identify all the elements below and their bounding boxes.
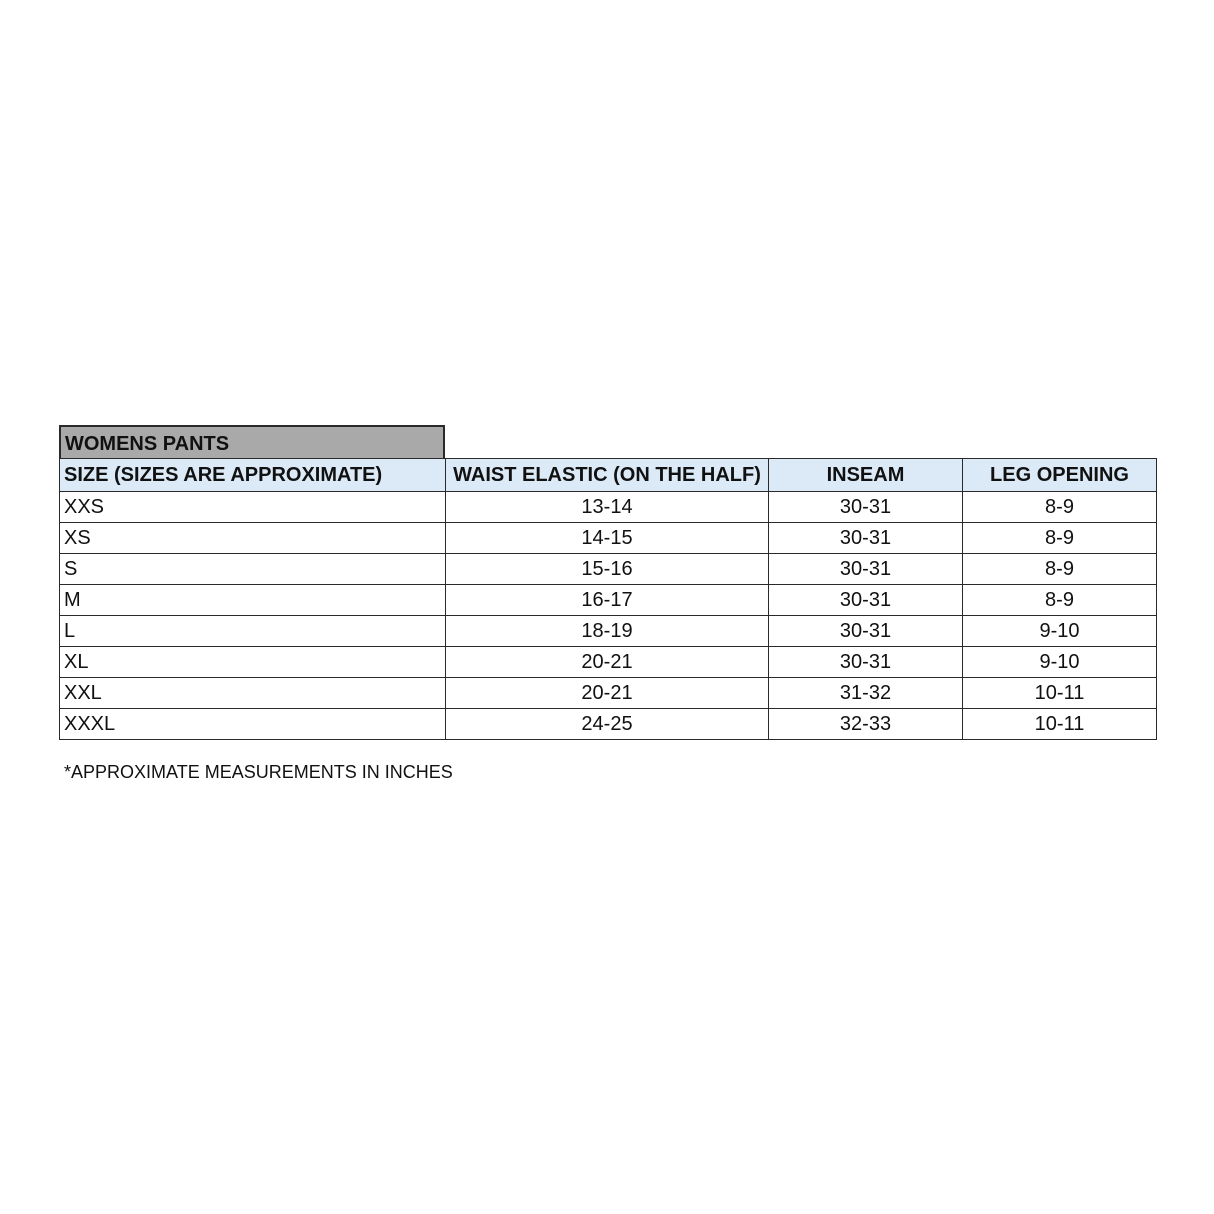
waist-cell: 20-21 (446, 647, 769, 678)
table-row (60, 492, 1157, 523)
size-cell: XXXL (60, 709, 446, 740)
footnote: *APPROXIMATE MEASUREMENTS IN INCHES (64, 762, 453, 782)
header-leg-opening: LEG OPENING (963, 459, 1157, 492)
header-waist: WAIST ELASTIC (ON THE HALF) (446, 459, 769, 492)
size-cell: XXS (60, 492, 446, 523)
waist-cell: 20-21 (446, 678, 769, 709)
size-chart-table (59, 458, 1157, 740)
waist-cell: 13-14 (446, 492, 769, 523)
leg-opening-cell: 10-11 (963, 709, 1157, 740)
inseam-cell: 30-31 (769, 585, 963, 616)
header-inseam: INSEAM (769, 459, 963, 492)
waist-cell: 14-15 (446, 523, 769, 554)
waist-cell: 18-19 (446, 616, 769, 647)
inseam-cell: 30-31 (769, 616, 963, 647)
size-cell: S (60, 554, 446, 585)
inseam-cell: 30-31 (769, 554, 963, 585)
leg-opening-cell: 10-11 (963, 678, 1157, 709)
size-cell: XXL (60, 678, 446, 709)
size-cell: XS (60, 523, 446, 554)
size-cell: XL (60, 647, 446, 678)
leg-opening-cell: 9-10 (963, 616, 1157, 647)
inseam-cell: 30-31 (769, 523, 963, 554)
table-row (60, 678, 1157, 709)
table-row (60, 647, 1157, 678)
waist-cell: 15-16 (446, 554, 769, 585)
table-row (60, 585, 1157, 616)
header-row (60, 459, 1157, 492)
waist-cell: 16-17 (446, 585, 769, 616)
table-row (60, 709, 1157, 740)
header-size: SIZE (SIZES ARE APPROXIMATE) (60, 459, 446, 492)
inseam-cell: 30-31 (769, 647, 963, 678)
waist-cell: 24-25 (446, 709, 769, 740)
inseam-cell: 31-32 (769, 678, 963, 709)
size-cell: L (60, 616, 446, 647)
leg-opening-cell: 9-10 (963, 647, 1157, 678)
inseam-cell: 30-31 (769, 492, 963, 523)
inseam-cell: 32-33 (769, 709, 963, 740)
size-cell: M (60, 585, 446, 616)
table-row (60, 554, 1157, 585)
leg-opening-cell: 8-9 (963, 554, 1157, 585)
table-title: WOMENS PANTS (59, 425, 445, 458)
leg-opening-cell: 8-9 (963, 585, 1157, 616)
table-row (60, 616, 1157, 647)
table-row (60, 523, 1157, 554)
leg-opening-cell: 8-9 (963, 523, 1157, 554)
leg-opening-cell: 8-9 (963, 492, 1157, 523)
